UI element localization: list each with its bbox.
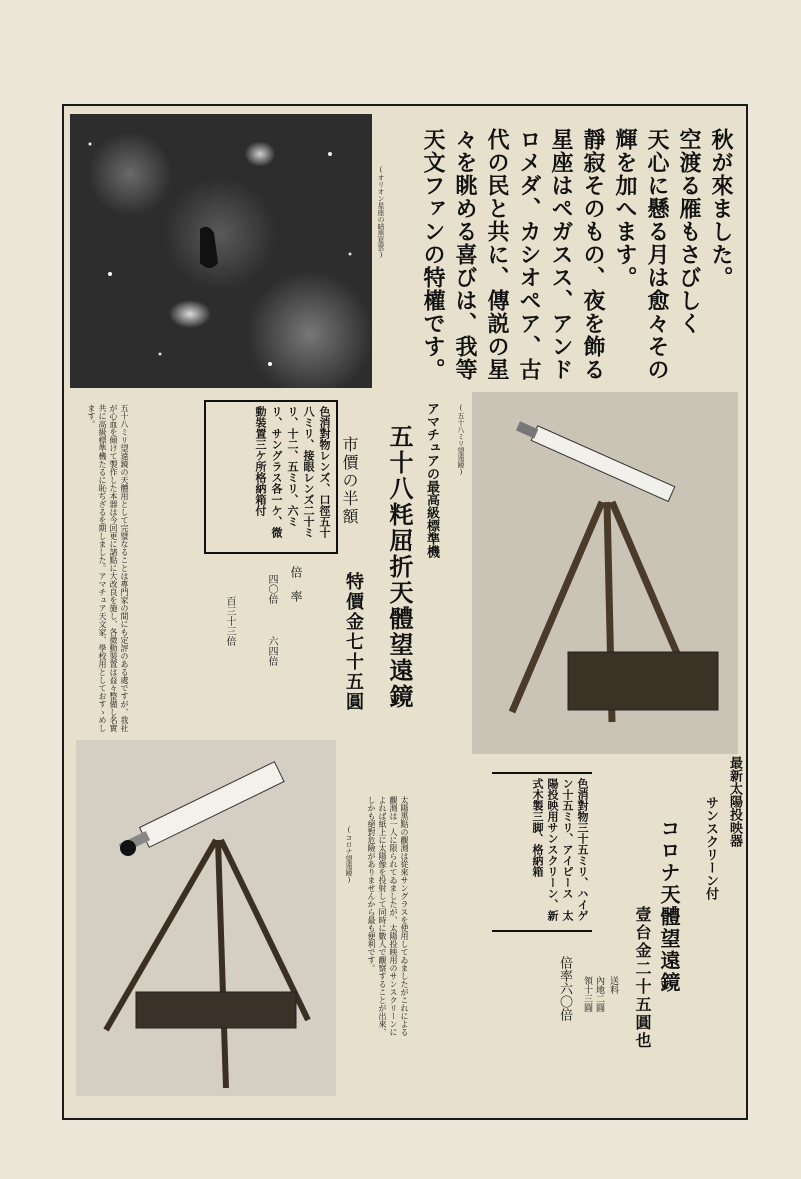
product-58-magnification: 百三十三倍 [224,596,235,646]
nebula-photo [70,114,372,388]
product-58-description: 五十八ミリ望遠鏡の天體用として完璧なることは專門家の間にも定評のある處ですが、我社が心血を傾けて製作した本器は今回更に諸點に大改良を施し、各微動裝置は益々整備し名實共に高級標準機たるに恥ぢざるを期しました。アマチュア天文家、學校用としておすゝめします。 [87,404,129,732]
nebula-stars [70,114,372,388]
corona-price: 壹台金二十五圓也 [633,906,652,1050]
advertisement-page [62,104,748,1120]
product-58-magnification: 六四倍 [266,636,277,666]
intro-text [396,128,736,388]
intro-line: ロメダ、カシオペア、古 [516,128,542,381]
intro-line: 々を眺める喜びは、我等 [452,128,478,381]
intro-line: 天心に懸る月は愈々その [644,128,670,381]
product-58-name: 五十八粍屈折天體望遠鏡 [385,424,414,710]
product-58-special-price: 特價金七十五圓 [343,572,364,712]
product-58-specs: 色消對物レンズ、口徑五十八ミリ、接眼レンズ二十ミリ、十二、五ミリ、六ミリ、サングラス各一ケ、微動裝置三ケ所格納箱付 [254,406,331,538]
intro-line: 秋が來ました。 [708,128,734,289]
intro-line: 靜寂そのもの、夜を飾る [580,128,606,381]
intro-line: 輝を加へます。 [612,128,638,289]
corona-description: 太陽黑點の觀測は從來サングラスを使用してゐましたがこれによる觀測は一人に限られてゐましたが、太陽投映用のサンスクリーンによれば紙上に太陽像を投射して同時に數人で觀察することが出來、しかも絕對危險がありませんから最も便利です。 [367,796,409,1036]
corona-shipping: 內地二圓 [594,976,604,1012]
corona-specs: 色消對物三十五ミリ、ハイゲン十五ミリ、アイピース 太陽投映用サンスクリーン、新式木製三脚、格納箱 [531,778,589,921]
product-58-magnification: 四〇倍 [266,574,277,604]
telescope-corona-photo [76,740,336,1096]
corona-shipping-label: 送料 [608,976,618,994]
intro-line: 天文ファンの特權です。 [420,128,446,381]
intro-line: 空渡る雁もさびしく [676,128,702,335]
telescope-corona-caption: (コロナ望遠鏡) [345,826,353,884]
corona-name: コロナ天體望遠鏡 [657,818,681,994]
intro-line: 星座はペガスス、アンド [548,128,574,381]
intro-line: 代の民と共に、傳説の星 [484,128,510,381]
corona-specs-box [492,772,592,932]
product-58-market-price: 市價の半額 [340,436,359,526]
telescope-58-photo [472,392,738,754]
corona-magnification: 倍率六〇倍 [557,956,572,1021]
corona-header2: サンスクリーン付 [703,796,718,900]
telescope-corona-illustration [76,740,336,1096]
nebula-caption: (オリオン星座の暗黒星雲) [377,166,385,259]
product-58-magnification-label: 倍 率 [289,566,303,602]
telescope-58-illustration [472,392,738,754]
telescope-58-caption: (五十八ミリ望遠鏡) [457,404,465,476]
product-58-specs-box [204,400,338,554]
corona-shipping: 領十三圓 [582,976,592,1012]
product-58-tagline: アマチュアの最高級標準機 [424,402,439,558]
corona-header: 最新太陽投映器 [727,756,742,847]
